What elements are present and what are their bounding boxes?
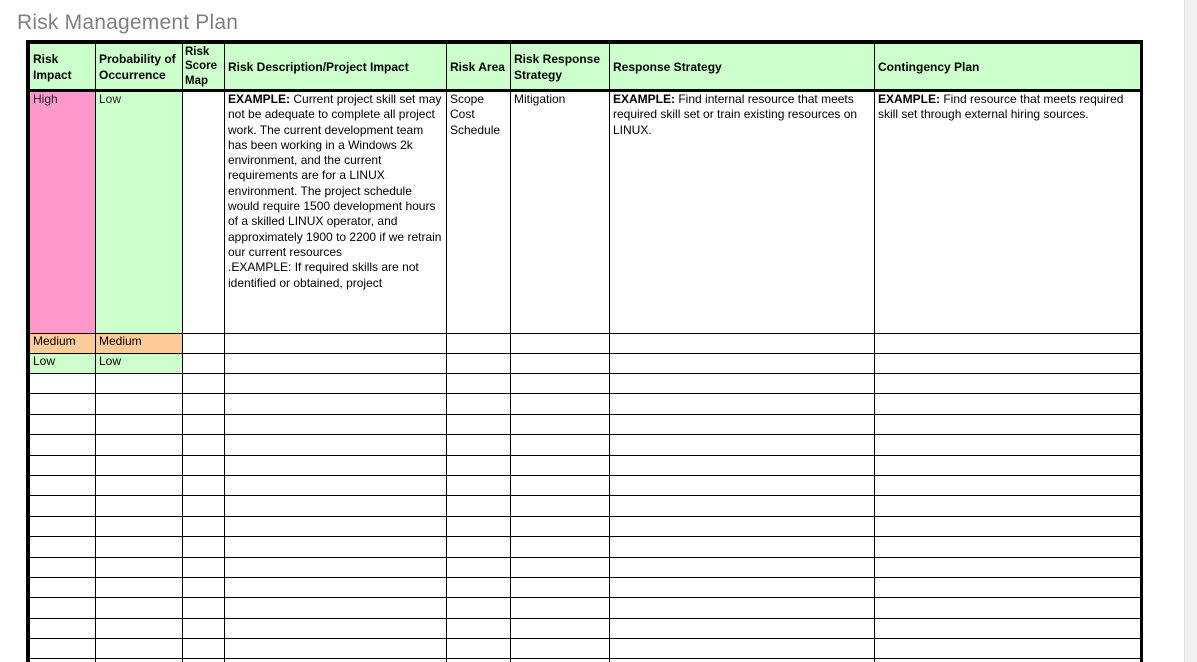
cell-score[interactable] bbox=[183, 334, 225, 354]
empty-cell[interactable] bbox=[447, 577, 511, 597]
cell-area[interactable] bbox=[447, 354, 511, 374]
cell-score[interactable] bbox=[183, 91, 225, 334]
empty-cell[interactable] bbox=[30, 414, 96, 434]
empty-cell[interactable] bbox=[447, 516, 511, 536]
empty-cell[interactable] bbox=[30, 394, 96, 414]
impact-value: High bbox=[33, 92, 58, 106]
cell-strategy[interactable] bbox=[610, 354, 875, 374]
header-risk-description: Risk Description/Project Impact bbox=[225, 44, 447, 91]
empty-cell[interactable] bbox=[447, 598, 511, 618]
empty-table-row bbox=[30, 394, 1141, 414]
empty-cell[interactable] bbox=[30, 639, 96, 659]
empty-cell[interactable] bbox=[447, 639, 511, 659]
empty-cell[interactable] bbox=[511, 475, 610, 495]
empty-cell[interactable] bbox=[875, 414, 1141, 434]
empty-cell[interactable] bbox=[30, 537, 96, 557]
description-text: Current project skill set may not be adequate to complete all project work. The current development team has been working in a Windows 2k environment, and the current requirements are for a LINUX environment. The project schedule would require 1500 development hours of a skilled LINUX operator, and approximately 1900 to 2200 if we retrain our current resources bbox=[228, 92, 442, 259]
response-value: Mitigation bbox=[514, 92, 566, 106]
cell-probability-medium[interactable]: Medium bbox=[96, 334, 183, 354]
empty-cell[interactable] bbox=[875, 516, 1141, 536]
empty-cell[interactable] bbox=[511, 618, 610, 638]
empty-cell[interactable] bbox=[96, 475, 183, 495]
empty-cell[interactable] bbox=[610, 496, 875, 516]
cell-contingency[interactable] bbox=[875, 334, 1141, 354]
empty-cell[interactable] bbox=[183, 455, 225, 475]
empty-cell[interactable] bbox=[511, 557, 610, 577]
empty-cell[interactable] bbox=[183, 496, 225, 516]
empty-cell[interactable] bbox=[183, 537, 225, 557]
empty-cell[interactable] bbox=[610, 455, 875, 475]
empty-cell[interactable] bbox=[610, 475, 875, 495]
cell-probability-low[interactable]: Low bbox=[96, 354, 183, 374]
empty-cell[interactable] bbox=[875, 496, 1141, 516]
cell-contingency[interactable] bbox=[875, 354, 1141, 374]
empty-cell[interactable] bbox=[875, 374, 1141, 394]
empty-cell[interactable] bbox=[875, 598, 1141, 618]
empty-cell[interactable] bbox=[511, 639, 610, 659]
empty-cell[interactable] bbox=[225, 435, 447, 455]
empty-cell[interactable] bbox=[96, 455, 183, 475]
description-example-label: EXAMPLE: bbox=[228, 92, 291, 106]
empty-cell[interactable] bbox=[183, 618, 225, 638]
empty-cell[interactable] bbox=[183, 577, 225, 597]
header-risk-area: Risk Area bbox=[447, 44, 511, 91]
strategy-example-label: EXAMPLE: bbox=[613, 92, 676, 106]
empty-cell[interactable] bbox=[183, 516, 225, 536]
cell-area[interactable] bbox=[447, 334, 511, 354]
header-response-strategy: Response Strategy bbox=[610, 44, 875, 91]
empty-table-row bbox=[30, 414, 1141, 434]
empty-cell[interactable] bbox=[30, 496, 96, 516]
vertical-scrollbar[interactable] bbox=[1184, 0, 1197, 662]
empty-cell[interactable] bbox=[447, 618, 511, 638]
header-row bbox=[30, 44, 1141, 91]
cell-description[interactable] bbox=[225, 334, 447, 354]
empty-cell[interactable] bbox=[225, 496, 447, 516]
empty-cell[interactable] bbox=[225, 455, 447, 475]
area-scope: Scope bbox=[450, 92, 485, 106]
table-row bbox=[30, 91, 1141, 334]
empty-cell[interactable] bbox=[511, 394, 610, 414]
risk-table-container bbox=[26, 40, 1143, 662]
empty-table-row bbox=[30, 598, 1141, 618]
empty-cell[interactable] bbox=[225, 374, 447, 394]
document-title: Risk Management Plan bbox=[17, 11, 239, 34]
empty-cell[interactable] bbox=[447, 496, 511, 516]
risk-management-table bbox=[29, 43, 1141, 662]
empty-cell[interactable] bbox=[447, 537, 511, 557]
empty-cell[interactable] bbox=[610, 537, 875, 557]
empty-cell[interactable] bbox=[96, 618, 183, 638]
empty-cell[interactable] bbox=[875, 557, 1141, 577]
cell-impact-medium[interactable]: Medium bbox=[30, 334, 96, 354]
empty-cell[interactable] bbox=[30, 577, 96, 597]
empty-cell[interactable] bbox=[225, 537, 447, 557]
cell-description[interactable] bbox=[225, 354, 447, 374]
empty-cell[interactable] bbox=[96, 516, 183, 536]
empty-cell[interactable] bbox=[183, 598, 225, 618]
cell-response[interactable] bbox=[511, 334, 610, 354]
empty-table-row bbox=[30, 496, 1141, 516]
empty-cell[interactable] bbox=[183, 374, 225, 394]
empty-cell[interactable] bbox=[183, 435, 225, 455]
empty-cell[interactable] bbox=[511, 496, 610, 516]
empty-cell[interactable] bbox=[96, 537, 183, 557]
empty-cell[interactable] bbox=[183, 639, 225, 659]
empty-cell[interactable] bbox=[875, 537, 1141, 557]
empty-cell[interactable] bbox=[30, 516, 96, 536]
empty-cell[interactable] bbox=[96, 577, 183, 597]
empty-cell[interactable] bbox=[610, 618, 875, 638]
empty-cell[interactable] bbox=[610, 414, 875, 434]
empty-cell[interactable] bbox=[225, 598, 447, 618]
cell-probability-low[interactable] bbox=[96, 91, 183, 334]
header-probability: Probability of Occurrence bbox=[96, 44, 183, 91]
empty-table-row bbox=[30, 618, 1141, 638]
empty-cell[interactable] bbox=[96, 557, 183, 577]
empty-cell[interactable] bbox=[511, 598, 610, 618]
empty-cell[interactable] bbox=[30, 618, 96, 638]
cell-impact-low[interactable]: Low bbox=[30, 354, 96, 374]
empty-cell[interactable] bbox=[875, 435, 1141, 455]
empty-cell[interactable] bbox=[511, 577, 610, 597]
empty-cell[interactable] bbox=[96, 394, 183, 414]
empty-cell[interactable] bbox=[30, 475, 96, 495]
cell-score[interactable] bbox=[183, 354, 225, 374]
cell-response[interactable] bbox=[511, 91, 610, 334]
empty-cell[interactable] bbox=[875, 455, 1141, 475]
empty-cell[interactable] bbox=[96, 496, 183, 516]
table-row bbox=[30, 334, 1141, 354]
empty-table-row bbox=[30, 435, 1141, 455]
contingency-text: Find resource that meets required skill set through external hiring sources. bbox=[878, 92, 1124, 122]
empty-cell[interactable] bbox=[511, 435, 610, 455]
empty-cell[interactable] bbox=[225, 639, 447, 659]
empty-cell[interactable] bbox=[30, 455, 96, 475]
cell-strategy[interactable] bbox=[610, 91, 875, 334]
cell-contingency[interactable] bbox=[875, 91, 1141, 334]
header-contingency-plan: Contingency Plan bbox=[875, 44, 1141, 91]
empty-cell[interactable] bbox=[610, 435, 875, 455]
header-risk-response: Risk Response Strategy bbox=[511, 44, 610, 91]
empty-cell[interactable] bbox=[96, 435, 183, 455]
empty-table-row bbox=[30, 374, 1141, 394]
empty-cell[interactable] bbox=[225, 414, 447, 434]
empty-cell[interactable] bbox=[183, 394, 225, 414]
empty-cell[interactable] bbox=[610, 639, 875, 659]
empty-cell[interactable] bbox=[225, 516, 447, 536]
empty-cell[interactable] bbox=[225, 577, 447, 597]
header-risk-impact: Risk Impact bbox=[30, 44, 96, 91]
empty-cell[interactable] bbox=[875, 577, 1141, 597]
empty-table-row bbox=[30, 577, 1141, 597]
empty-table-row bbox=[30, 537, 1141, 557]
description-example2: .EXAMPLE: If required skills are not identified or obtained, project bbox=[228, 260, 419, 290]
cell-area[interactable] bbox=[447, 91, 511, 334]
area-cost: Cost bbox=[450, 107, 475, 122]
empty-cell[interactable] bbox=[610, 557, 875, 577]
empty-cell[interactable] bbox=[511, 414, 610, 434]
empty-cell[interactable] bbox=[447, 374, 511, 394]
header-risk-score-map: Risk Score Map bbox=[183, 44, 225, 91]
empty-cell[interactable] bbox=[225, 394, 447, 414]
empty-cell[interactable] bbox=[30, 374, 96, 394]
empty-cell[interactable] bbox=[610, 374, 875, 394]
empty-cell[interactable] bbox=[875, 394, 1141, 414]
empty-cell[interactable] bbox=[447, 455, 511, 475]
cell-impact-high[interactable] bbox=[30, 91, 96, 334]
empty-cell[interactable] bbox=[183, 414, 225, 434]
empty-cell[interactable] bbox=[30, 598, 96, 618]
empty-cell[interactable] bbox=[610, 394, 875, 414]
cell-response[interactable] bbox=[511, 354, 610, 374]
empty-cell[interactable] bbox=[96, 598, 183, 618]
empty-cell[interactable] bbox=[225, 618, 447, 638]
cell-description[interactable] bbox=[225, 91, 447, 334]
empty-cell[interactable] bbox=[511, 516, 610, 536]
empty-cell[interactable] bbox=[610, 598, 875, 618]
empty-cell[interactable] bbox=[511, 374, 610, 394]
empty-cell[interactable] bbox=[96, 374, 183, 394]
area-schedule: Schedule bbox=[450, 122, 501, 137]
probability-value: Low bbox=[99, 92, 122, 106]
empty-cell[interactable] bbox=[447, 394, 511, 414]
empty-table-row bbox=[30, 639, 1141, 659]
empty-cell[interactable] bbox=[610, 516, 875, 536]
empty-cell[interactable] bbox=[96, 414, 183, 434]
contingency-example-label: EXAMPLE: bbox=[878, 92, 941, 106]
strategy-text: Find internal resource that meets required skill set or train existing resources on LINUX. bbox=[613, 92, 858, 137]
empty-cell[interactable] bbox=[610, 577, 875, 597]
empty-table-row bbox=[30, 455, 1141, 475]
empty-cell[interactable] bbox=[30, 557, 96, 577]
empty-cell[interactable] bbox=[875, 639, 1141, 659]
empty-cell[interactable] bbox=[875, 475, 1141, 495]
empty-cell[interactable] bbox=[225, 557, 447, 577]
cell-strategy[interactable] bbox=[610, 334, 875, 354]
empty-cell[interactable] bbox=[511, 455, 610, 475]
empty-cell[interactable] bbox=[30, 435, 96, 455]
empty-cell[interactable] bbox=[447, 557, 511, 577]
empty-cell[interactable] bbox=[183, 475, 225, 495]
table-row bbox=[30, 354, 1141, 374]
empty-cell[interactable] bbox=[96, 639, 183, 659]
empty-cell[interactable] bbox=[875, 618, 1141, 638]
empty-table-row bbox=[30, 516, 1141, 536]
empty-table-row bbox=[30, 557, 1141, 577]
empty-cell[interactable] bbox=[183, 557, 225, 577]
empty-cell[interactable] bbox=[225, 475, 447, 495]
empty-table-row bbox=[30, 475, 1141, 495]
empty-cell[interactable] bbox=[511, 537, 610, 557]
empty-cell[interactable] bbox=[447, 435, 511, 455]
empty-cell[interactable] bbox=[447, 414, 511, 434]
empty-cell[interactable] bbox=[447, 475, 511, 495]
